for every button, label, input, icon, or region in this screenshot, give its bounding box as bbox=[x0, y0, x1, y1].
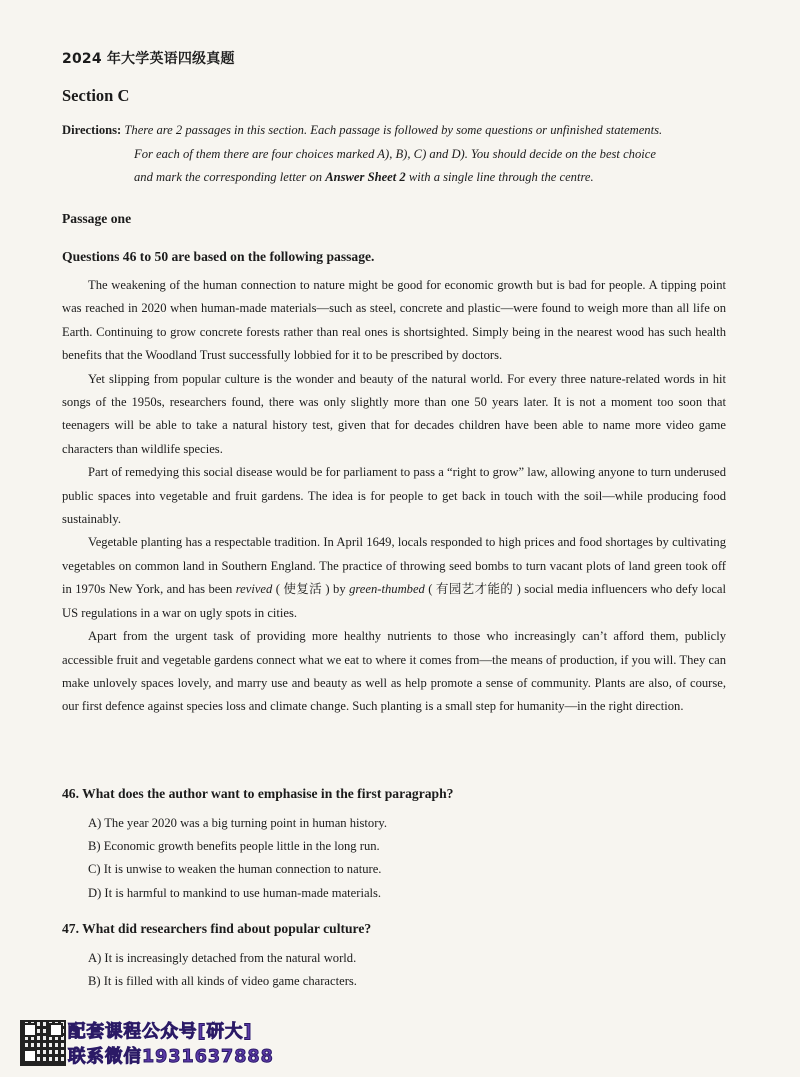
question-47: 47. What did researchers find about popular culture? bbox=[62, 921, 372, 936]
promo-footer bbox=[20, 1018, 320, 1068]
directions-line-3 bbox=[62, 166, 742, 190]
section-title: Section C bbox=[62, 86, 130, 105]
exam-title: 2024 年大学英语四级真题 bbox=[62, 51, 235, 67]
paragraph-3: Part of remedying this social disease would be for parliament to pass a “right to grow” law, allowing anyone to turn underused public spaces into vegetable and fruit gardens. The idea is for people to get back in touch with the soil—while producing food sustainably. bbox=[62, 465, 726, 527]
paragraph-1: The weakening of the human connection to nature might be good for economic growth but is bad for people. A tipping point was reached in 2020 when human-made materials—such as steel, concrete and plastic—were found to weigh more than all life on Earth. Continuing to grow concrete forests rather than real ones is shortsighted. Simply being in the nearest wood has such health benefits that the Woodland Trust successfully lobbied for it to be prescribed by doctors. bbox=[62, 278, 726, 363]
questions-intro: Questions 46 to 50 are based on the following passage. bbox=[62, 249, 375, 264]
gloss-green-thumbed: ( 有园艺才能的 ) bbox=[424, 582, 525, 597]
word-green-thumbed: green-thumbed bbox=[349, 582, 425, 597]
option-46-c[interactable]: C) It is unwise to weaken the human connection to nature. bbox=[88, 862, 382, 877]
passage-label: Passage one bbox=[62, 211, 132, 226]
answer-sheet-label: Answer Sheet 2 bbox=[325, 170, 406, 184]
directions-label: Directions: bbox=[62, 123, 122, 137]
option-46-d[interactable]: D) It is harmful to mankind to use human-made materials. bbox=[88, 885, 382, 900]
directions-text-3b: with a single line through the centre. bbox=[405, 170, 594, 184]
qr-code-icon bbox=[20, 1020, 66, 1066]
promo-line-2: 联系微信1931637888 bbox=[68, 1047, 274, 1067]
directions bbox=[62, 119, 742, 190]
paragraph-4-text-a: Vegetable planting has a respectable tradition. In April 1649, locals responded to high prices and food shortages by cultivating vegetables on common land in Southern England. The practice of throwing seed bombs to turn vacant plots of land green took off in 1970s New York, and has been bbox=[62, 535, 726, 597]
question-47-options bbox=[88, 947, 728, 993]
word-revived: revived bbox=[235, 582, 273, 597]
paragraph-4 bbox=[62, 531, 726, 625]
question-46: 46. What does the author want to emphasise in the first paragraph? bbox=[62, 786, 454, 801]
option-46-b[interactable]: B) Economic growth benefits people little in the long run. bbox=[88, 839, 380, 854]
directions-text-1: There are 2 passages in this section. Each passage is followed by some questions or unfinished statements. bbox=[124, 123, 663, 137]
option-47-a[interactable]: A) It is increasingly detached from the natural world. bbox=[88, 951, 357, 965]
directions-line-2: For each of them there are four choices marked A), B), C) and D). You should decide on the best choice bbox=[134, 146, 656, 161]
passage-body bbox=[62, 274, 726, 719]
paragraph-2: Yet slipping from popular culture is the wonder and beauty of the natural world. For every three nature-related words in hit songs of the 1950s, researchers found, there was only slightly more than one 50 years later. It is not a moment too soon that teenagers will be able to take a natural history test, given that for decades children have been able to name more video game characters than wildlife species. bbox=[62, 371, 726, 456]
option-46-a[interactable]: A) The year 2020 was a big turning point in human history. bbox=[88, 816, 388, 830]
directions-text-3a: and mark the corresponding letter on bbox=[134, 170, 326, 184]
paragraph-5: Apart from the urgent task of providing more healthy nutrients to those who increasingly can’t afford them, publicly accessible fruit and vegetable gardens connect what we eat to where it comes from—the means of production, if you will. They can make unlovely spaces lovely, and marry use and beauty as well as help promote a sense of community. Plants are also, of course, our first defence against species loss and climate change. Such planting is a small step for humanity—in the right direction. bbox=[62, 629, 726, 714]
directions-line-1 bbox=[62, 119, 742, 143]
question-46-options bbox=[88, 812, 728, 905]
paragraph-4-text-b: social media influencers who defy local US regulations in a war on ugly spots in cities. bbox=[62, 582, 726, 620]
promo-line-1: 配套课程公众号[研大] bbox=[68, 1022, 253, 1042]
option-47-b[interactable]: B) It is filled with all kinds of video game characters. bbox=[88, 974, 357, 989]
gloss-revived: ( 使复活 ) by bbox=[272, 582, 350, 597]
